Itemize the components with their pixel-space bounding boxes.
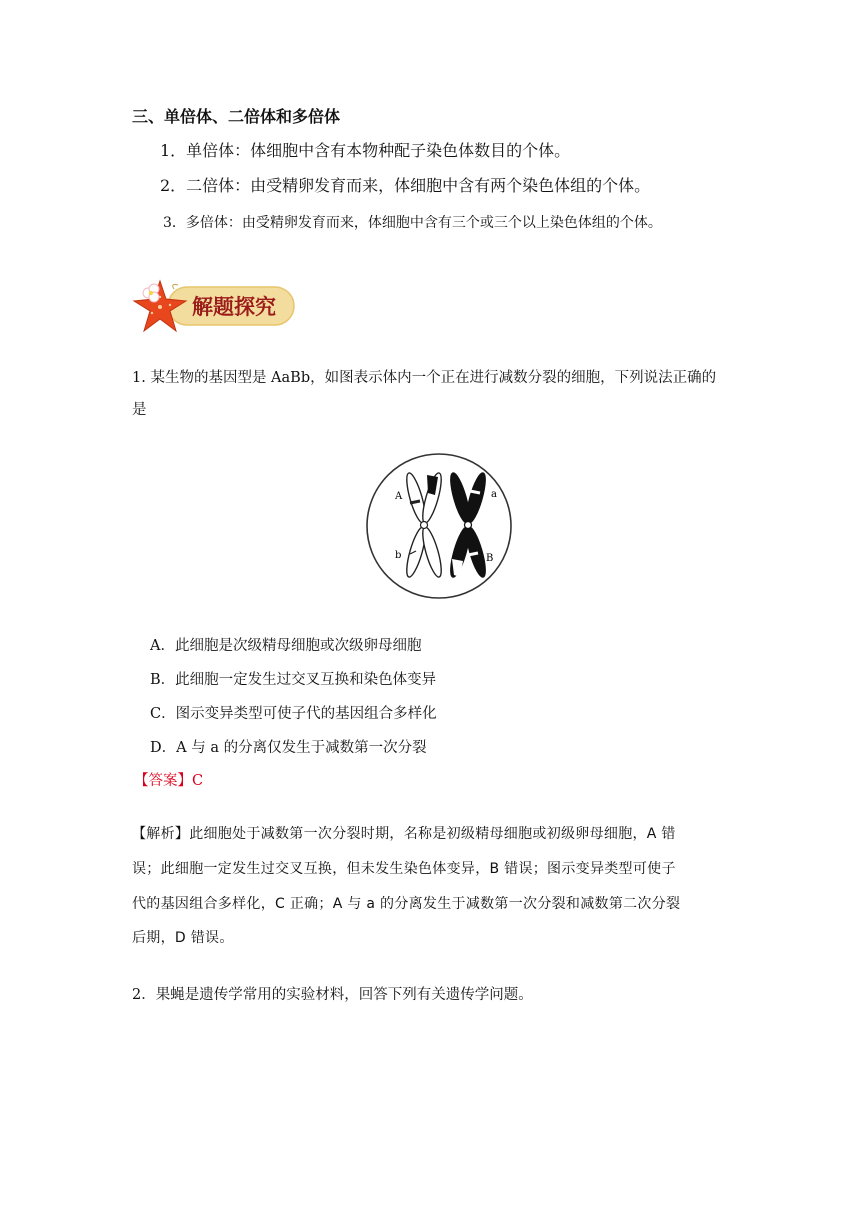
gene-label-B: B [486,553,494,564]
definition-haploid: 1．单倍体：体细胞中含有本物种配子染色体数目的个体。 [160,141,571,160]
banner-text: 解题探究 [192,295,276,319]
answer-value: C [192,773,204,789]
problem-exploration-banner [130,277,300,337]
definition-polyploid: 3．多倍体：由受精卵发育而来，体细胞中含有三个或三个以上染色体组的个体。 [163,215,662,231]
answer-label: 【答案】 [134,773,192,789]
explanation-line: 代的基因组合多样化，C 正确；A 与 a 的分离发生于减数第一次分裂和减数第二次分裂 [132,896,681,912]
gene-label-b: b [395,550,402,561]
question-1-stem-cont: 是 [132,402,147,418]
explanation-line: 【解析】此细胞处于减数第一次分裂时期，名称是初级精母细胞或初级卵母细胞，A 错 [132,826,676,842]
explanation-line: 后期，D 错误。 [132,930,234,946]
meiosis-cell-figure [364,451,514,601]
banner-graphic [130,277,300,337]
option-a: A．此细胞是次级精母细胞或次级卵母细胞 [150,638,422,654]
option-d: D．A 与 a 的分离仅发生于减数第一次分裂 [150,740,427,756]
gene-label-A: A [395,491,403,502]
answer [134,769,203,790]
flower-icon [143,284,159,302]
explanation-line: 误；此细胞一定发生过交叉互换，但未发生染色体变异，B 错误；图示变异类型可使子 [132,861,676,877]
section-heading: 三、单倍体、二倍体和多倍体 [132,107,341,126]
option-c: C．图示变异类型可使子代的基因组合多样化 [150,706,437,722]
definition-diploid: 2．二倍体：由受精卵发育而来，体细胞中含有两个染色体组的个体。 [160,176,651,195]
gene-label-a: a [491,489,497,500]
question-2-stem: 2．果蝇是遗传学常用的实验材料，回答下列有关遗传学问题。 [132,987,533,1003]
question-1-stem: 1. 某生物的基因型是 AaBb，如图表示体内一个正在进行减数分裂的细胞，下列说法正确的 [132,370,717,386]
option-b: B．此细胞一定发生过交叉互换和染色体变异 [150,672,437,688]
cell-diagram [364,451,514,601]
